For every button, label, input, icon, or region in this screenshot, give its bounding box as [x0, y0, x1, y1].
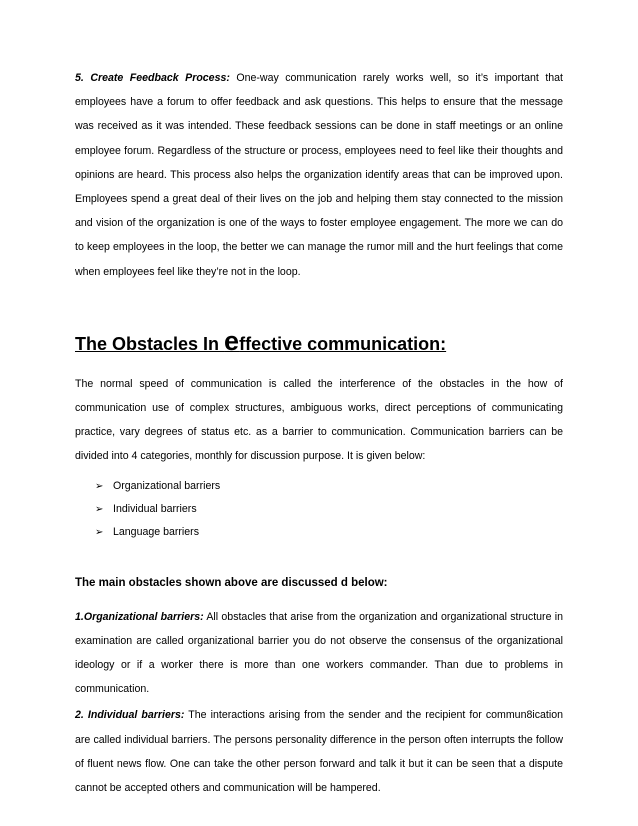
individual-barriers-text: The interactions arising from the sender and the recipient for commun8ication are called individual barriers. The persons personality difference in the person often interrupts the follow of fluent news flow. One can take the other person forward and talk it but it can be seen that a dispute cannot be accepted others and communication will be hampered. [75, 709, 563, 795]
list-item [95, 475, 563, 498]
individual-barriers-label: 2. Individual barriers: [75, 709, 185, 722]
arrow-bullet-icon: ➢ [95, 503, 104, 515]
heading-part2: ffective communication: [239, 333, 447, 354]
heading-part1: The Obstacles In [75, 333, 225, 354]
list-item-label: Organizational barriers [113, 479, 221, 492]
feedback-label: 5. Create Feedback Process: [75, 72, 230, 84]
arrow-bullet-icon: ➢ [95, 480, 104, 492]
list-item [95, 521, 563, 544]
barrier-list [75, 475, 563, 544]
obstacles-subheading: The main obstacles shown above are discussed d below: [75, 576, 388, 589]
arrow-bullet-icon: ➢ [95, 526, 104, 538]
feedback-paragraph [75, 66, 563, 284]
organizational-barriers-text: All obstacles that arise from the organization and organizational structure in examination are called organizational barrier you do not observe the consensus of the organizational ideology or if a worker there is more than one workers commander. Than due to problems in communication. [75, 610, 563, 696]
feedback-text: One-way communication rarely works well, so it’s important that employees have a forum to offer feedback and ask questions. This helps to ensure that the message was received as it was intended. These feedback sessions can be done in staff meetings or an online employee forum. Regardless of the structure or process, employees need to feel like their thoughts and opinions are heard. This process also helps the organization identify areas that can be improved upon. Employees spend a great deal of their lives on the job and helping them stay connected to the mission and vision of the organization is one of the ways to foster employee engagement. The more we can do to keep employees in the loop, the better we can manage the rumor mill and the hurt feelings that come when employees feel like they’re not in the loop. [75, 72, 563, 278]
organizational-barriers-paragraph [75, 605, 563, 702]
intro-paragraph: The normal speed of communication is called the interference of the obstacles in the how of communication use of complex structures, ambiguous works, direct perceptions of communicating practice, vary degrees of status etc. as a barrier to communication. Communication barriers can be divided into 4 categories, monthly for discussion purpose. It is given below: [75, 377, 563, 463]
organizational-barriers-label: 1.Organizational barriers: [75, 610, 204, 623]
list-item-label: Language barriers [113, 525, 199, 538]
heading-big-letter: e [224, 325, 240, 356]
list-item [95, 498, 563, 521]
section-heading [75, 325, 563, 357]
list-item-label: Individual barriers [113, 502, 197, 515]
document-page [75, 66, 563, 800]
individual-barriers-paragraph [75, 703, 563, 800]
